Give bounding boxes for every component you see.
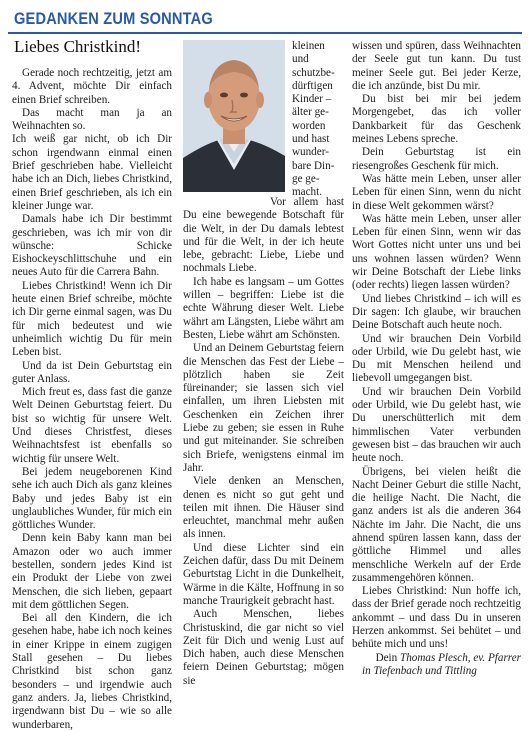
paragraph: Und liebes Christkind – ich will es Dir sagen: Ich glaube, wir brauchen Deine Botschaft auch heute noch. <box>352 292 521 332</box>
section-title: GEDANKEN ZUM SONNTAG <box>14 9 213 28</box>
paragraph: Und wir brauchen Dein Vorbild oder Urbild, wie Du gelebt hast, wie Du unerschütterlich mit dem himmlischen Vater verbunden gewesen bist – das brauchen wir auch heute noch. <box>352 385 521 465</box>
paragraph: Liebes Christkind: Nun hoffe ich, dass der Brief gerade noch rechtzeitig ankommt – und dass Du in unseren Herzen ankommst. Sei behütet – und behüte mich und uns! <box>352 585 521 651</box>
signature-prefix: Dein <box>375 651 398 664</box>
paragraph: Bei jedem neugeborenen Kind sehe ich auch Dich als ganz kleines Baby und jedes Baby ist ein unglaubliches Wunder, für mich ein göttliches Wunder. <box>12 465 172 532</box>
wrap-line: ge ge- <box>292 172 320 185</box>
wrap-line: Kinder – <box>292 93 332 106</box>
column-1 <box>12 67 172 732</box>
wrap-line: kleinen <box>292 40 325 52</box>
column-2 <box>183 196 344 688</box>
wrap-line: älter ge- <box>292 106 329 119</box>
paragraph: Und da ist Dein Geburtstag ein guter Anlass. <box>12 359 172 385</box>
paragraph: Damals habe ich Dir bestimmt geschrieben, was ich mir von dir wünsche: Schicke Eishockeyschlittschuhe und ein neues Auto für die Carrera Bahn. <box>12 213 172 279</box>
paragraph: Was hätte mein Leben, unser aller Leben für einen Sinn, wenn wir das Wort Gottes nicht unter uns und bei uns wohnen lassen würden? Wenn wir Deine Botschaft der Liebe links (oder rechts) liegen lassen würden? <box>352 212 521 292</box>
wrap-line: bare Din- <box>292 159 335 172</box>
paragraph: Und an Deinem Geburtstag feiern die Menschen das Fest der Liebe – plötzlich haben sie Zeit füreinander; sie lassen sich viel einfallen, um ihren Liebsten mit Geschenken ein Zeichen ihrer Liebe zu geben; sie essen in Ruhe und gut miteinander. Sie schreiben sich Briefe, wenigstens einmal im Jahr. <box>183 342 344 474</box>
wrap-line: worden <box>292 119 326 132</box>
signature-name: Thomas Plesch, ev. Pfarrer <box>400 651 521 664</box>
paragraph: Bei all den Kindern, die ich gesehen habe, habe ich noch keines in einer Krippe in einem zugigen Stall gesehen – Du liebes Christkind bist schon ganz besonders – und irgendwie auch ganz anders. Ja, liebes Christkind, irgendwann bist Du – wie so alle wunderbaren, <box>12 612 172 731</box>
paragraph: Und wir brauchen Dein Vorbild oder Urbild, wie Du gelebt hast, wie Du mit Menschen heilend und liebevoll umgegangen bist. <box>352 332 521 385</box>
paragraph: Du bist bei mir bei jedem Morgengebet, das ich voller Dankbarkeit für das Geschenk meines Lebens spreche. <box>352 93 521 146</box>
paragraph: Das macht man ja an Weihnachten so. <box>12 106 172 133</box>
paragraph: Auch Menschen, liebes Christuskind, die gar nicht so viel Zeit für Dich und wenig Lust auf Dich haben, auch diese Menschen feiern Deinen Geburtstag; mögen sie <box>183 608 344 687</box>
paragraph: Mich freut es, dass fast die ganze Welt Deinen Geburtstag feiert. Du bist so wichtig für unsere Welt. Und dieses Christfest, dieses Weihnachtsfest ist ebenfalls so wichtig für unsere Welt. <box>12 386 172 465</box>
section-header <box>8 6 522 34</box>
paragraph: Und diese Lichter sind ein Zeichen dafür, dass Du mit Deinem Geburtstag Licht in die Dunkelheit, Wärme in die Kälte, Hoffnung in so manche Traurigkeit gebracht hast. <box>183 541 344 607</box>
signature-place: in Tiefenbach und Tittling <box>362 664 477 677</box>
paragraph: Vor allem hast Du eine bewegende Botschaft für die Welt, in der Du damals lebtest und für die Welt, in der ich heute lebe, gebracht: Liebe, Liebe und nochmals Liebe. <box>183 196 344 275</box>
paragraph: Denn kein Baby kann man bei Amazon oder wo auch immer bestellen, sondern jedes Kind ist ein Produkt der Liebe von zwei Menschen, die sich lieben, gepaart mit dem göttlichen Segen. <box>12 532 172 611</box>
wrap-line: macht. <box>292 186 323 199</box>
author-portrait-image <box>183 40 285 192</box>
paragraph: wissen und spüren, dass Weihnachten der Seele gut tun kann. Du tust meiner Seele gut. Bei jeder Kerze, die ich anzünde, bist Du mir. <box>352 40 521 92</box>
wrap-line: schutzbe- <box>292 66 335 79</box>
signature-line <box>352 652 521 665</box>
author-photo <box>183 40 285 192</box>
paragraph: Viele denken an Menschen, denen es nicht so gut geht und teilen mit ihnen. Die Häuser sind erleuchtet, manchmal mehr außen als innen. <box>183 475 344 541</box>
paragraph: Dein Geburtstag ist ein riesengroßes Geschenk für mich. <box>352 146 521 172</box>
paragraph: Was hätte mein Leben, unser aller Leben für einen Sinn, wenn du nicht in diese Welt gekommen wärst? <box>352 172 521 212</box>
wrap-line: wunder- <box>292 146 329 159</box>
paragraph: Liebes Christkind! Wenn ich Dir heute einen Brief schreibe, möchte ich Dir gerne einmal sagen, was Du für mich bedeutest und wie unheimlich wichtig Du für mein Leben bist. <box>12 279 172 359</box>
paragraph: Ich habe es langsam – um Gottes willen – begriffen: Liebe ist die echte Währung dieser Welt. Liebe währt am Längsten, Liebe währt am Besten, Liebe währt am Schönsten. <box>183 275 344 341</box>
column-2-wrap-text <box>292 40 344 200</box>
column-3 <box>352 40 521 678</box>
wrap-line: dürftigen <box>292 79 333 92</box>
paragraph: Übrigens, bei vielen heißt die Nacht Deiner Geburt die stille Nacht, die heilige Nacht. Die Nacht, die ganz anders ist als die anderen 364 Nächte im Jahr. Die Nacht, die uns ahnend spüren lassen kann, dass der göttliche Himmel und alles menschliche Werkeln auf der Erde zusammengehören können. <box>352 465 521 584</box>
article-title: Liebes Christkind! <box>14 37 142 56</box>
paragraph: Ich weiß gar nicht, ob ich Dir schon irgendwann einmal einen Brief geschrieben habe. Vielleicht habe ich an Dich, liebes Christkind, einen Brief geschrieben, als ich ein kleiner Junge war. <box>12 133 172 212</box>
wrap-line: und <box>292 53 309 66</box>
wrap-line: und hast <box>292 133 330 146</box>
paragraph: Gerade noch rechtzeitig, jetzt am 4. Advent, möchte Dir einfach einen Brief schreiben. <box>12 67 172 106</box>
